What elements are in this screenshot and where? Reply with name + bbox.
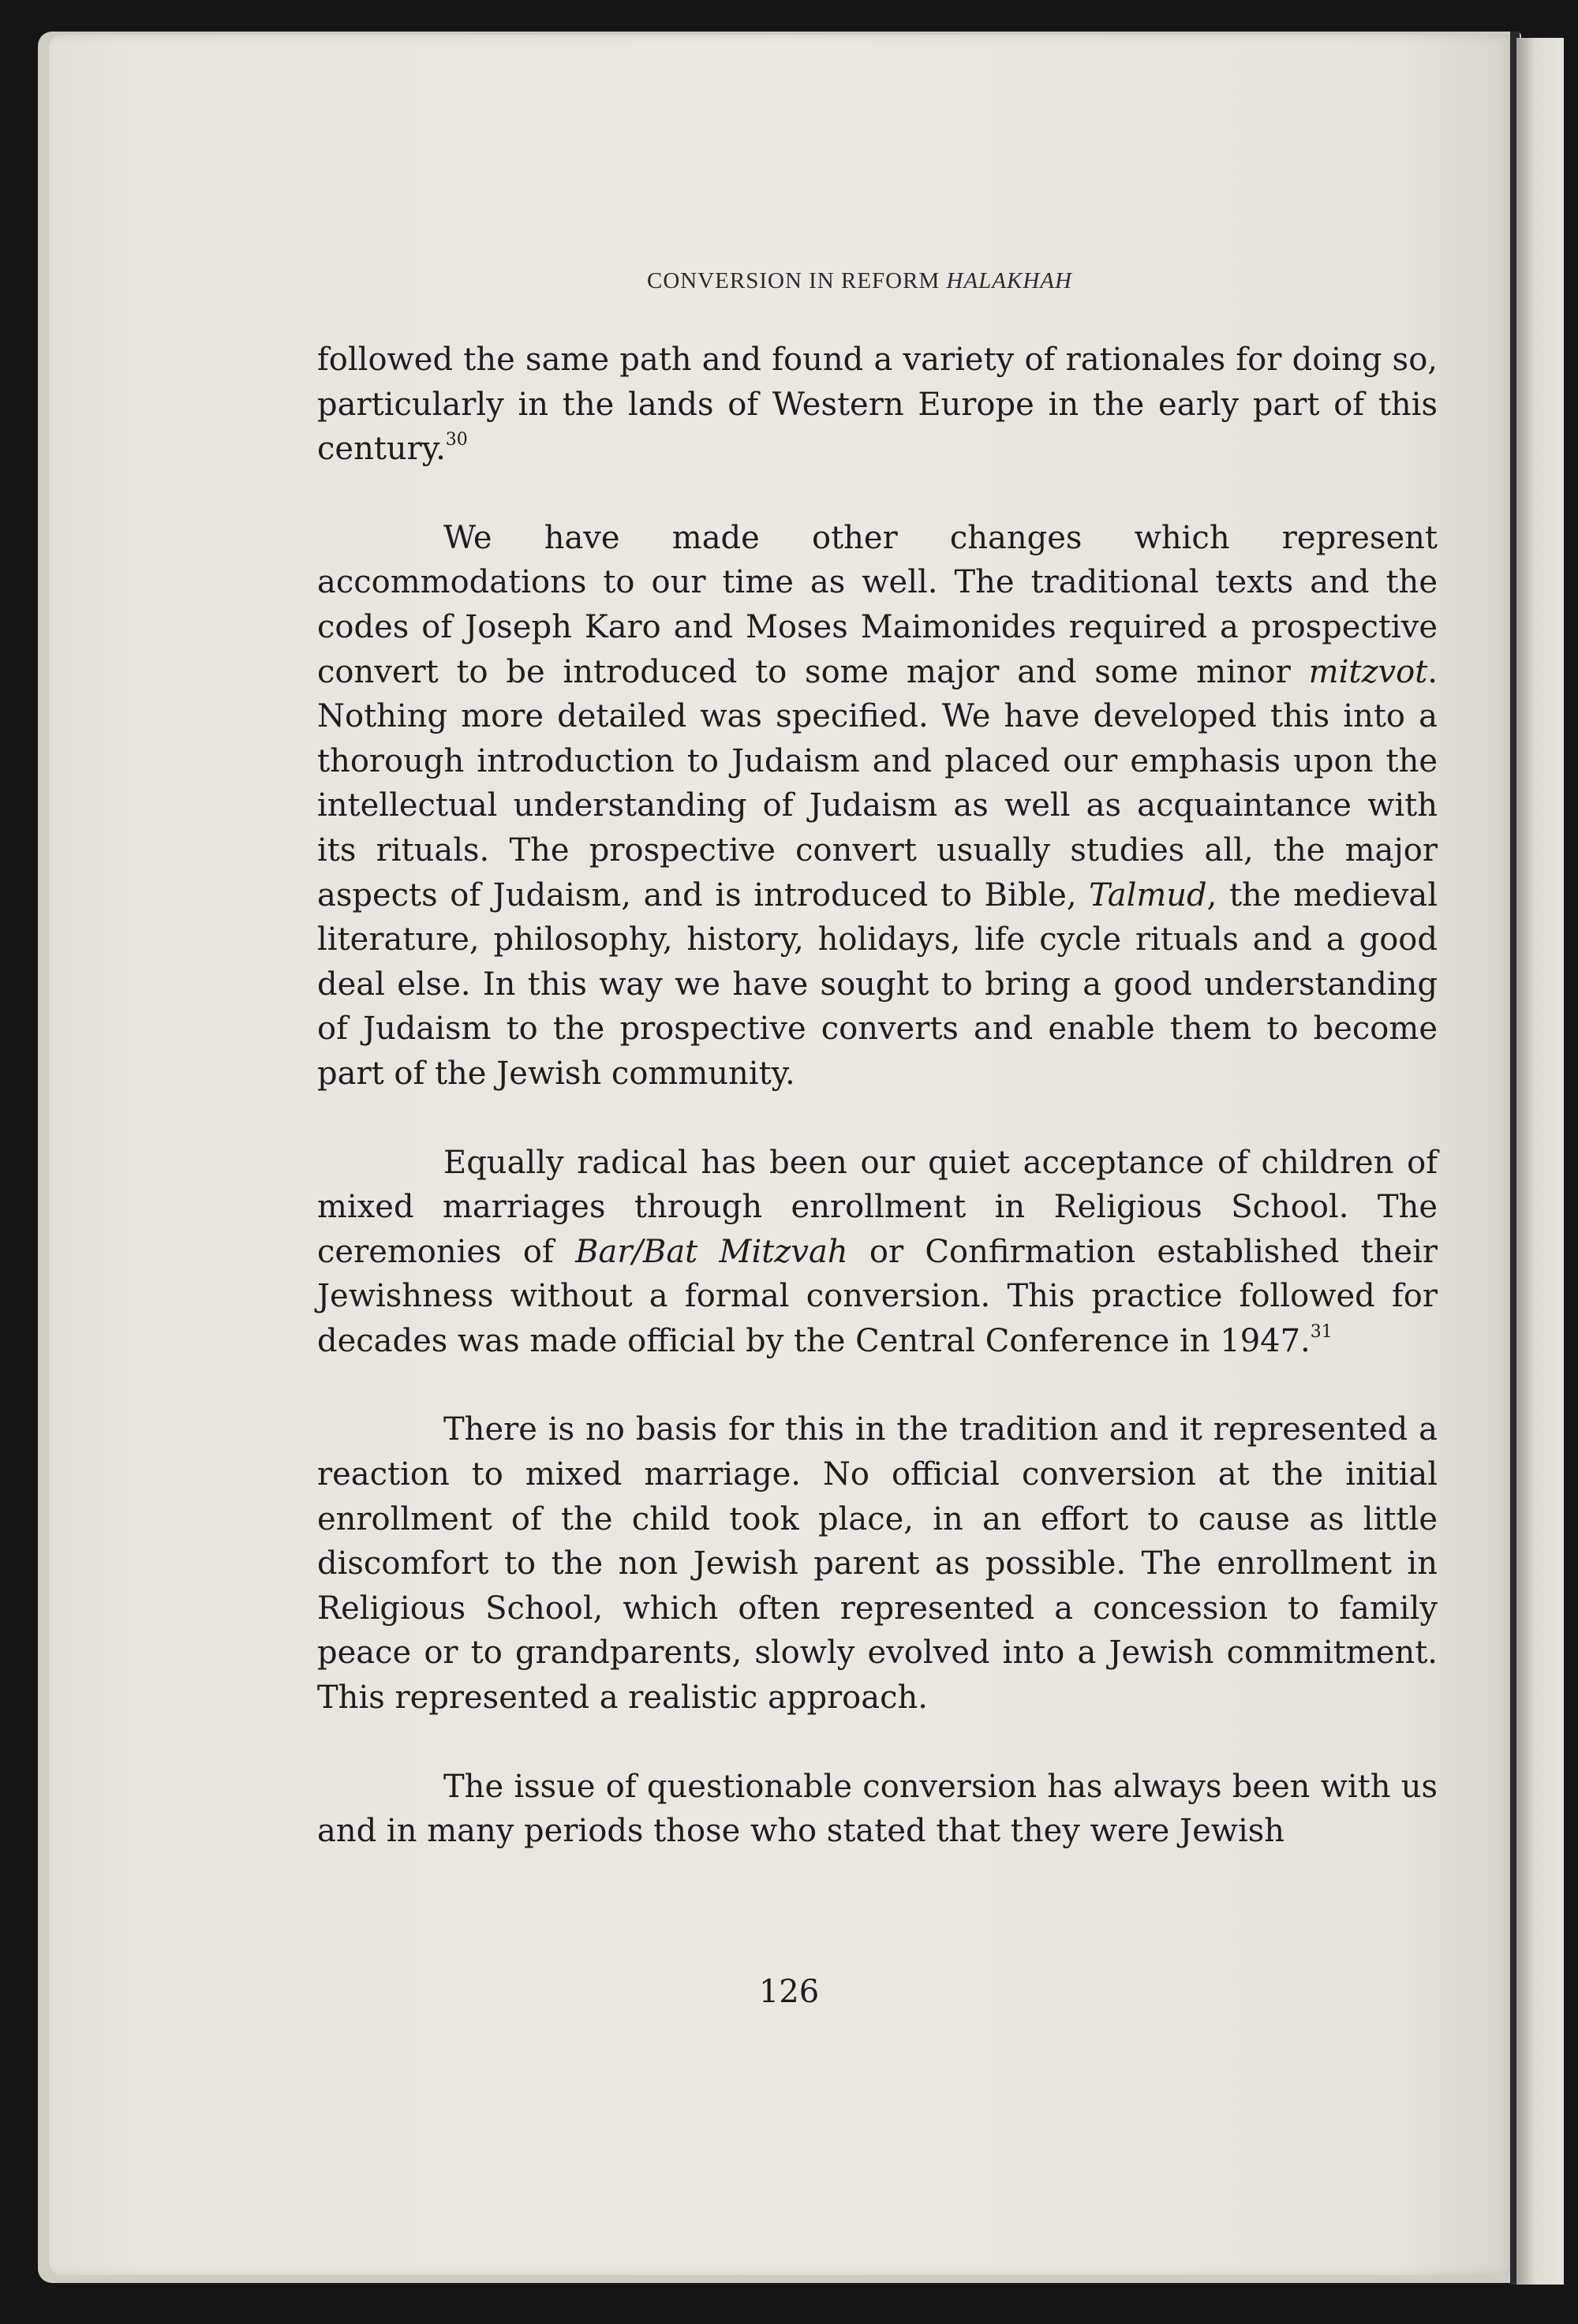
running-head-title: CONVERSION IN REFORM [647, 268, 947, 293]
paragraph-2-text-c: . Nothing more detailed was specified. We have developed this into a thorough introduction to Judaism and placed our emphasis upon the intellectual understanding of Judaism as well as acquaintance with its rituals. The prospective convert usually studies all, the major aspects of Judaism, and is introduced to Bible, [317, 653, 1438, 914]
page-number: 126 [758, 1974, 820, 2010]
paragraph-2-text-a: We have made other changes which represent accommodations to our time as well. The traditional texts and the codes of Joseph Karo and Moses Maimonides required a prospective convert to be introduced to some major and some minor [317, 519, 1438, 690]
body-text [317, 338, 1438, 1898]
paragraph-3 [317, 1141, 1438, 1364]
paragraph-2-text-e: , the medieval literature, philosophy, history, holidays, life cycle rituals and a good deal else. In this way we have sought to bring a good understanding of Judaism to the prospective converts and enable them to become part of the Jewish community. [317, 876, 1438, 1092]
paragraph-2 [317, 516, 1438, 1097]
paragraph-3-italic-bar-bat-mitzvah: Bar/Bat Mitzvah [575, 1233, 848, 1270]
running-head [647, 268, 1152, 294]
paragraph-1 [317, 338, 1438, 472]
paragraph-3-text-a: Equally radical has been our quiet acceptance of children of mixed marriages through enrollment in Religious School. The ceremonies of [317, 1144, 1438, 1270]
paragraph-3-text-c: or Confirmation established their Jewishness without a formal conversion. This practice followed for decades was made official by the Central Conference in 1947. [317, 1233, 1438, 1359]
paragraph-1-text: followed the same path and found a variety of rationales for doing so, particularly in the lands of Western Europe in the early part of this century. [317, 342, 1438, 468]
paragraph-4-text: There is no basis for this in the tradition and it represented a reaction to mixed marriage. No official conversion at the initial enrollment of the child took place, in an effort to cause as little discomfort to the non Jewish parent as possible. The enrollment in Religious School, which often represented a concession to family peace or to grandparents, slowly evolved into a Jewish commitment. This represented a realistic approach. [317, 1411, 1438, 1717]
running-head-italic: HALAKHAH [946, 268, 1072, 293]
paragraph-2-italic-mitzvot: mitzvot [1308, 653, 1428, 690]
paragraph-5 [317, 1765, 1438, 1854]
footnote-ref-31: 31 [1310, 1321, 1333, 1342]
footnote-ref-30: 30 [445, 430, 468, 450]
paragraph-2-italic-talmud: Talmud [1089, 876, 1207, 914]
paragraph-5-text: The issue of questionable conversion has always been with us and in many periods those who stated that they were Jewish [317, 1768, 1438, 1850]
paragraph-4 [317, 1407, 1438, 1720]
facing-page-edge [1516, 38, 1564, 2285]
